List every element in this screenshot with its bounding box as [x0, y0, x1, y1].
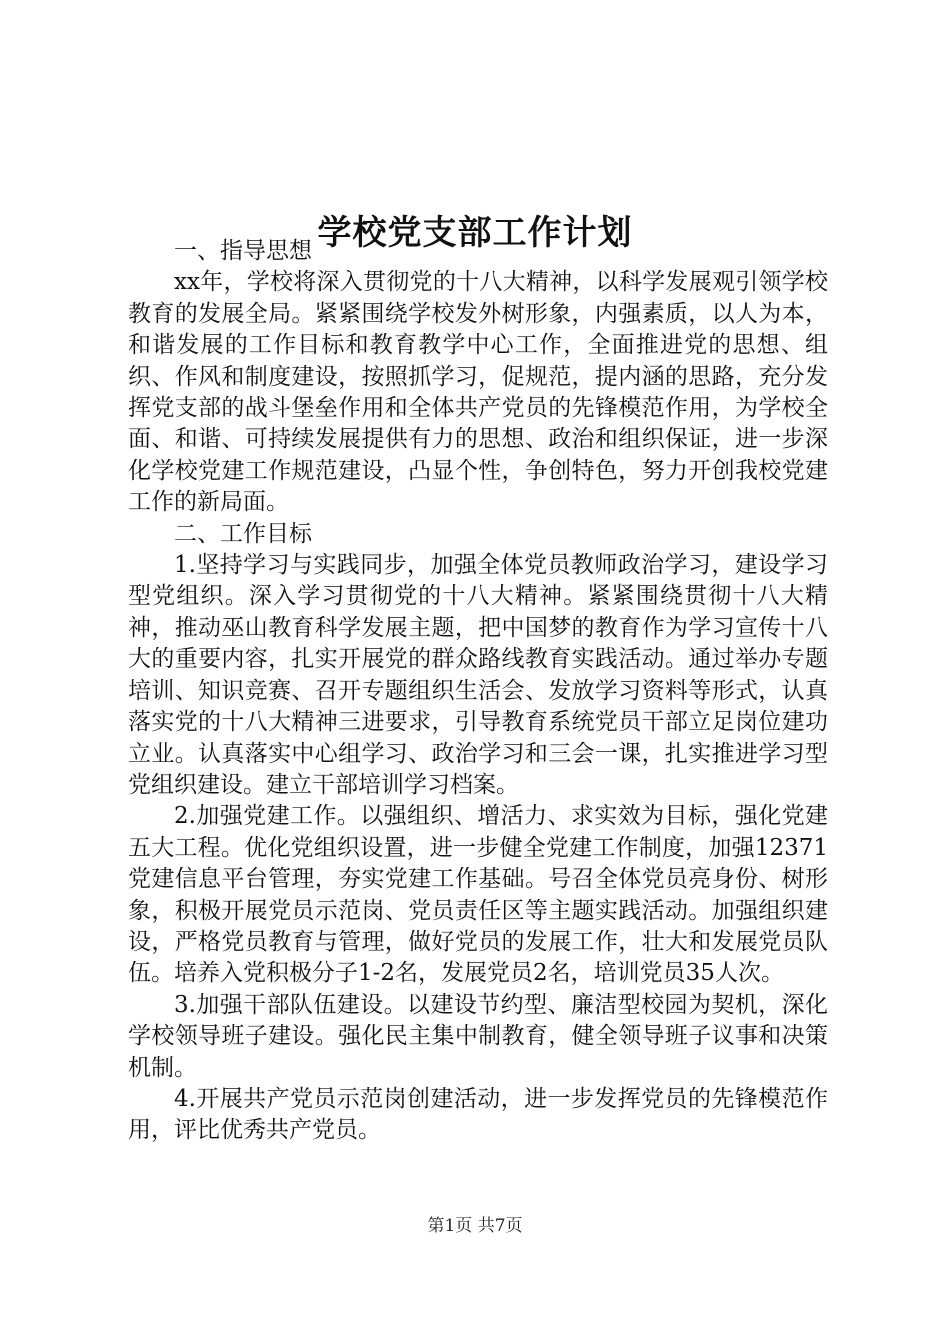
page-footer: 第1页 共7页 — [427, 1216, 523, 1236]
paragraph-goal-4: 4.开展共产党员示范岗创建活动，进一步发挥党员的先锋模范作用，评比优秀共产党员。 — [128, 1085, 828, 1144]
heading-work-goals: 二、工作目标 — [174, 520, 312, 547]
paragraph-goal-3: 3.加强干部队伍建设。以建设节约型、廉洁型校园为契机，深化学校领导班子建设。强化民主集中制教育，健全领导班子议事和决策机制。 — [128, 991, 828, 1081]
heading-guiding-thought: 一、指导思想 — [174, 238, 312, 264]
paragraph-goal-1: 1.坚持学习与实践同步，加强全体党员教师政治学习，建设学习型党组织。深入学习贯彻党的十八大精神。紧紧围绕贯彻十八大精神，推动巫山教育科学发展主题，把中国梦的教育作为学习宣传十八大的重要内容，扎实开展党的群众路线教育实践活动。通过举办专题培训、知识竞赛、召开专题组织生活会、发放学习资料等形式，认真落实党的十八大精神三进要求，引导教育系统党员干部立足岗位建功立业。认真落实中心组学习、政治学习和三会一课，扎实推进学习型党组织建设。建立干部培训学习档案。 — [128, 552, 828, 798]
paragraph-goal-2: 2.加强党建工作。以强组织、增活力、求实效为目标，强化党建五大工程。优化党组织设置，进一步健全党建工作制度，加强12371党建信息平台管理，夯实党建工作基础。号召全体党员亮身份、树形象，积极开展党员示范岗、党员责任区等主题实践活动。加强组织建设，严格党员教育与管理，做好党员的发展工作，壮大和发展党员队伍。培养入党积极分子1-2名，发展党员2名，培训党员35人次。 — [128, 803, 828, 987]
document-body — [128, 236, 828, 1147]
paragraph-guiding-thought: xx年，学校将深入贯彻党的十八大精神，以科学发展观引领学校教育的发展全局。紧紧围绕学校发外树形象，内强素质，以人为本，和谐发展的工作目标和教育教学中心工作，全面推进党的思想、组织、作风和制度建设，按照抓学习，促规范，提内涵的思路，充分发挥党支部的战斗堡垒作用和全体共产党员的先锋模范作用，为学校全面、和谐、可持续发展提供有力的思想、政治和组织保证，进一步深化学校党建工作规范建设，凸显个性，争创特色，努力开创我校党建工作的新局面。 — [128, 269, 828, 516]
document-title: 学校党支部工作计划 — [317, 212, 633, 253]
